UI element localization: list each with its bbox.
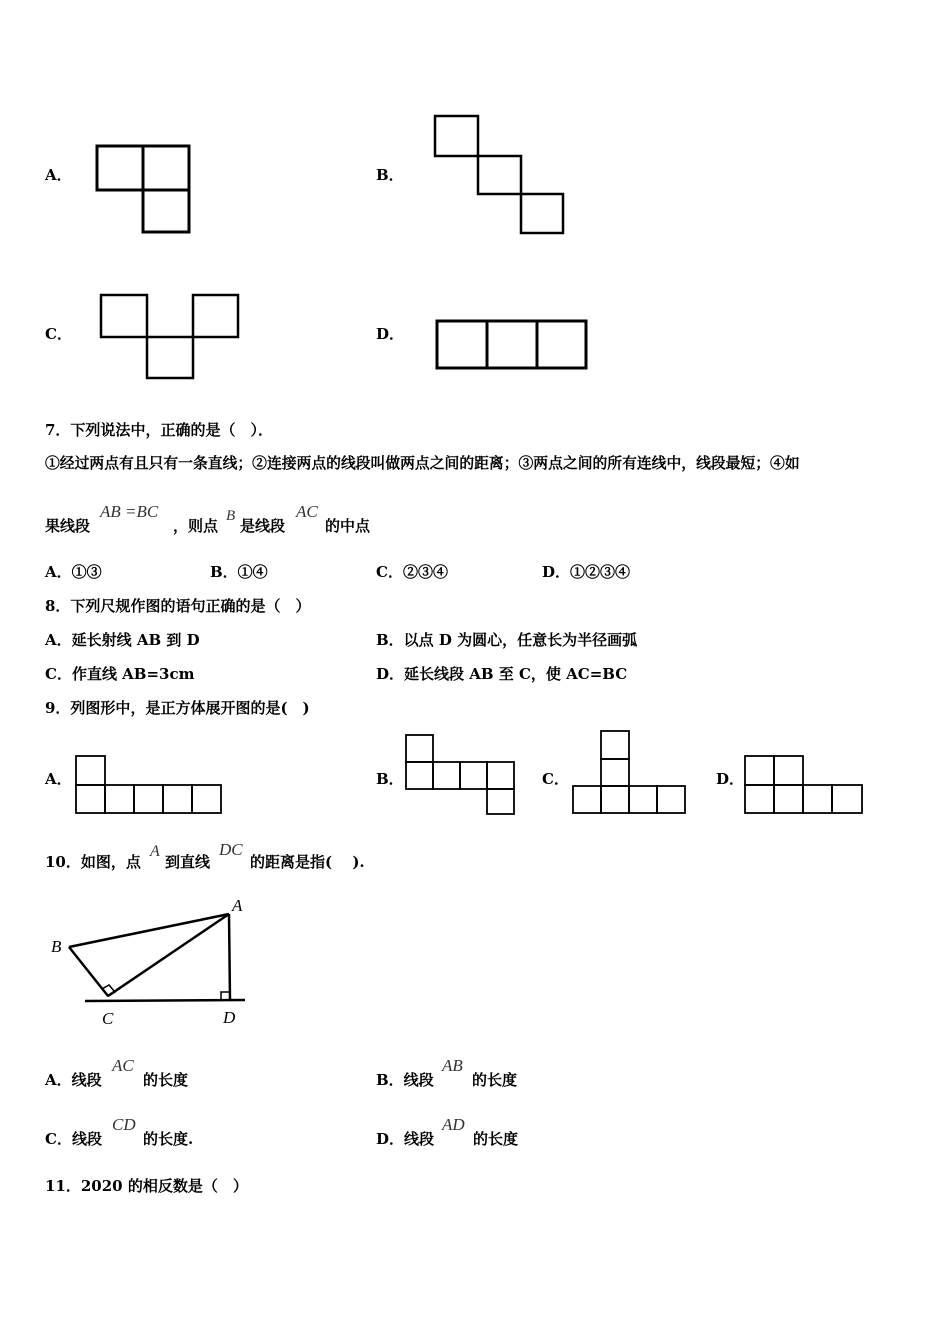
q6-option-c-figure: [98, 292, 242, 382]
q9-option-d-label: D．: [716, 770, 745, 788]
q8-option-c: C．作直线 AB=3cm: [45, 665, 195, 683]
q6-option-b-figure: [432, 113, 568, 237]
q10-triangle-figure: [45, 890, 255, 1030]
point-label-c: C: [102, 1009, 114, 1028]
segment-ad: [229, 914, 230, 1000]
q10-option-c-math: CD: [112, 1115, 136, 1134]
q7-line2-suffix: 的中点: [325, 517, 371, 535]
q9-option-a-label: A．: [45, 770, 72, 788]
q7-math-ab-eq-bc: AB =BC: [100, 502, 159, 521]
q8-option-b: B．以点 D 为圆心，任意长为半径画弧: [376, 631, 638, 649]
q10-option-a-math: AC: [112, 1056, 134, 1075]
line-dc: [85, 1000, 245, 1001]
q6-option-d-figure: [434, 318, 590, 372]
q11-stem: 11．2020 的相反数是（ ）: [45, 1177, 248, 1195]
q10-option-c-prefix: C．线段: [45, 1130, 102, 1148]
q9-option-b-label: B．: [376, 770, 404, 788]
q10-option-c-suffix: 的长度.: [143, 1130, 194, 1148]
q6-option-d-label: D．: [376, 325, 405, 343]
q6-option-c-label: C．: [45, 325, 72, 343]
q8-option-a: A．延长射线 AB 到 D: [45, 631, 200, 649]
q6-option-a-label: A．: [45, 166, 72, 184]
q10-stem-suffix: 的距离是指( ).: [250, 853, 365, 871]
q10-option-b-math: AB: [442, 1056, 463, 1075]
q10-option-a-prefix: A．线段: [45, 1071, 102, 1089]
q7-line2-prefix: 果线段: [45, 517, 91, 535]
q8-option-d: D．延长线段 AB 至 C，使 AC=BC: [376, 665, 628, 683]
q7-math-ac: AC: [296, 502, 318, 521]
q9-option-c-label: C．: [542, 770, 569, 788]
point-label-d: D: [223, 1008, 236, 1027]
q9-option-b-net: [404, 733, 518, 817]
q7-option-c: C．②③④: [376, 563, 448, 581]
point-label-a: A: [232, 896, 243, 915]
q6-option-b-label: B．: [376, 166, 404, 184]
q7-math-b: B: [226, 508, 236, 524]
q7-line2-mid2: 是线段: [240, 517, 286, 535]
q7-option-a: A．①③: [45, 563, 102, 581]
q9-stem: 9．列图形中，是正方体展开图的是( ): [45, 699, 310, 717]
q10-math-a: A: [150, 843, 160, 860]
q6-option-a-figure: [94, 142, 194, 236]
q10-option-b-prefix: B．线段: [376, 1071, 434, 1089]
q7-statements-line1: ①经过两点有且只有一条直线；②连接两点的线段叫做两点之间的距离；③两点之间的所有连线中，线段最短；④如: [45, 455, 800, 472]
q10-option-d-suffix: 的长度: [473, 1130, 519, 1148]
q9-option-a-net: [74, 754, 226, 816]
right-angle-mark-d: [221, 992, 230, 1000]
q9-option-d-net: [743, 754, 867, 816]
q10-math-dc: DC: [219, 840, 243, 859]
q10-option-d-prefix: D．线段: [376, 1130, 435, 1148]
q9-option-c-net: [571, 729, 689, 817]
point-label-b: B: [51, 937, 62, 956]
q10-option-d-math: AD: [442, 1115, 465, 1134]
q7-stem: 7．下列说法中，正确的是（ ）．: [45, 421, 273, 439]
q10-option-b-suffix: 的长度: [472, 1071, 518, 1089]
q7-option-d: D．①②③④: [542, 563, 631, 581]
q10-stem-prefix: 10．如图，点: [45, 853, 141, 871]
q10-stem-mid: 到直线: [165, 853, 211, 871]
q10-option-a-suffix: 的长度: [143, 1071, 189, 1089]
q7-line2-mid1: ，则点: [173, 517, 219, 535]
q8-stem: 8．下列尺规作图的语句正确的是（ ）: [45, 597, 311, 615]
q7-option-b: B．①④: [210, 563, 268, 581]
